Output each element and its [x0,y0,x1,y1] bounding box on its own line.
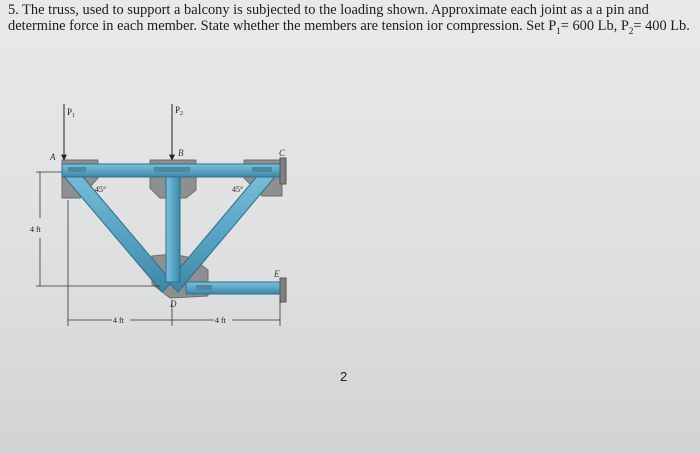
load-label-p2: $P_2$ [175,105,184,117]
joint-label-a: A [50,152,56,162]
support-bracket-c [280,158,286,184]
applied-loads [64,104,172,160]
member-vertical-bd [166,176,180,282]
p1-subscript: 1 [556,25,561,36]
joint-label-e: E [274,269,280,279]
joint-label-b: B [178,148,184,158]
support-bracket-e [280,278,286,302]
bolt-strip-c [252,167,272,172]
dim-label-span-left: 4 ft [113,316,124,325]
bolt-strip-b [154,167,190,172]
angle-label-left: 45° [95,185,107,194]
truss-members [62,164,280,294]
joint-label-d: D [170,299,177,309]
page-number: 2 [340,369,348,384]
joint-label-c: C [279,148,286,158]
angle-label-right: 45° [232,185,244,194]
dim-label-height: 4 ft [30,225,41,234]
wall-supports [280,158,286,302]
p2-subscript: 2 [628,25,634,36]
problem-text-p1-value: = 600 Lb, P [560,18,629,34]
problem-number: 5. [8,2,19,18]
bolt-strip-e [196,285,212,290]
problem-text-p2-value: = 400 Lb. [633,18,690,34]
bolt-strip-a [68,167,86,172]
problem-text: The truss, used to support a balcony is subjected to the loading shown. Approximate each joint as a a pin and determine force in each member. State whether the members are tension ior compression. Set P [8,2,649,34]
dim-label-span-right: 4 ft [215,316,226,325]
load-label-p1: $P_1$ [67,107,76,119]
